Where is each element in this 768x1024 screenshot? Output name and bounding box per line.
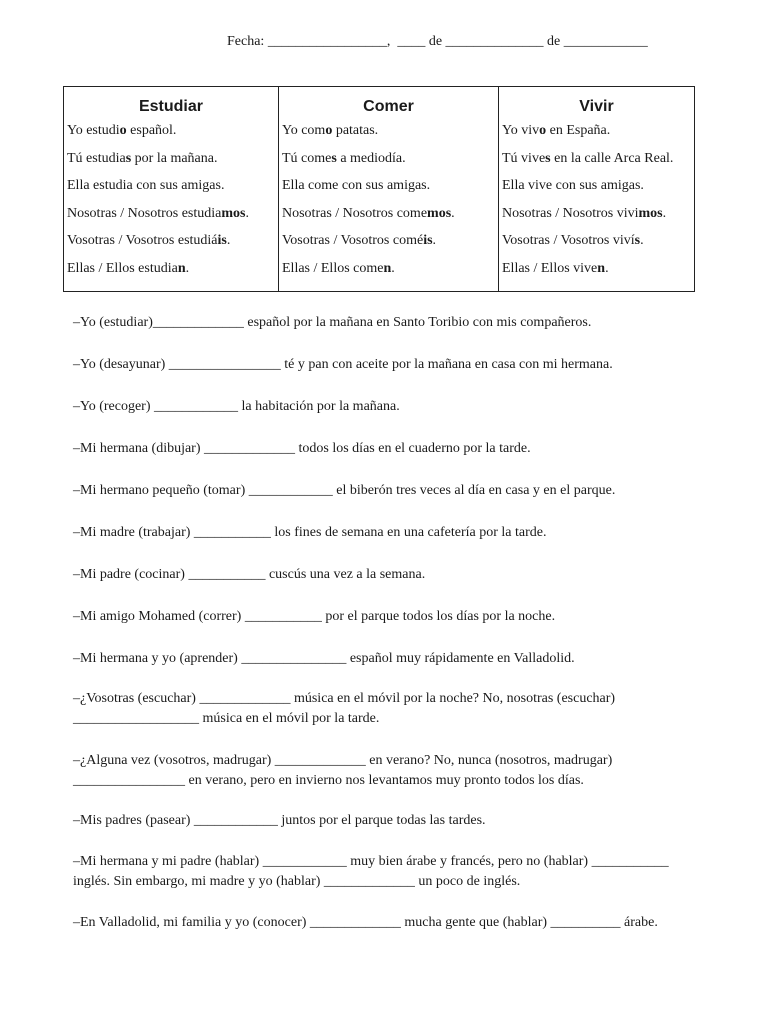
conjugation-rest: a mediodía. (336, 150, 406, 166)
conjugation-stem: Tú come (282, 150, 332, 166)
conjugation-stem: Nosotras / Nosotros vivi (502, 205, 639, 221)
exercise-item: –Mi hermana y mi padre (hablar) ____________ muy bien árabe y francés, pero no (hablar) ___________ inglés. Sin embargo, mi madre y yo (hablar) _____________ un poco de inglés. (73, 854, 669, 889)
conjugation-line (64, 259, 278, 287)
conjugation-line (499, 121, 694, 149)
conjugation-line (64, 149, 278, 177)
conjugation-stem: Ellas / Ellos vive (502, 260, 598, 276)
conjugation-stem: Ellas / Ellos estudia (67, 260, 178, 276)
conjugation-stem: Vosotras / Vosotros comé (282, 233, 424, 249)
exercise-item: –Mi hermano pequeño (tomar) ____________ el biberón tres veces al día en casa y en el parque. (73, 483, 616, 498)
conjugation-rest: en España. (546, 123, 611, 138)
exercise-item: –Mi hermana (dibujar) _____________ todos los días en el cuaderno por la tarde. (73, 441, 531, 456)
conjugation-line (279, 149, 498, 177)
conjugation-line (499, 204, 694, 232)
conjugation-line (499, 231, 694, 259)
conjugation-rest: español. (126, 123, 177, 138)
conjugation-line (279, 259, 498, 287)
conjugation-line (64, 121, 278, 149)
column-heading: Comer (363, 98, 414, 115)
exercise-item: –Mis padres (pasear) ____________ juntos por el parque todas las tardes. (73, 813, 486, 828)
exercise-item: –Yo (recoger) ____________ la habitación por la mañana. (73, 399, 400, 414)
conjugation-ending: s (331, 150, 337, 166)
conjugation-stem: Yo com (282, 123, 326, 138)
column-estudiar (64, 87, 279, 291)
date-line: Fecha: _________________, ____ de ______________ de ____________ (227, 34, 648, 49)
conjugation-line (279, 204, 498, 232)
conjugation-line (279, 231, 498, 259)
conjugation-rest: . (662, 205, 667, 221)
conjugation-stem: Ella estudia con sus amigas. (67, 178, 225, 194)
conjugation-rest: . (185, 260, 190, 276)
conjugation-ending: o (119, 123, 127, 138)
conjugation-stem: Nosotras / Nosotros estudia (67, 205, 222, 221)
conjugation-line (64, 231, 278, 259)
conjugation-rest: patatas. (332, 123, 379, 138)
conjugation-line (279, 176, 498, 204)
conjugation-ending: s (125, 150, 132, 166)
exercise-item: –Mi padre (cocinar) ___________ cuscús una vez a la semana. (73, 567, 426, 582)
conjugation-rest: . (226, 233, 231, 249)
conjugation-ending: mos (638, 205, 663, 221)
conjugation-ending: o (539, 123, 547, 138)
column-heading: Estudiar (138, 98, 203, 115)
conjugation-ending: is (217, 233, 227, 249)
conjugation-rest: . (245, 205, 250, 221)
conjugation-rest: . (451, 205, 455, 221)
conjugation-stem: Ella come con sus amigas. (282, 178, 431, 194)
conjugation-line (64, 176, 278, 204)
column-heading: Vivir (579, 98, 614, 115)
conjugation-stem: Tú vive (502, 150, 546, 166)
conjugation-ending: mos (427, 205, 452, 221)
column-comer (279, 87, 499, 291)
conjugation-ending: n (383, 260, 392, 276)
conjugation-rest: . (605, 260, 609, 276)
exercise-item: –Mi amigo Mohamed (correr) ___________ por el parque todos los días por la noche. (73, 609, 556, 624)
conjugation-rest: en la calle Arca Real. (550, 150, 674, 166)
exercise-item: –Mi hermana y yo (aprender) _______________ español muy rápidamente en Valladolid. (73, 651, 575, 666)
conjugation-stem: Vosotras / Vosotros estudiá (67, 233, 218, 249)
exercise-item: –Yo (estudiar)_____________ español por la mañana en Santo Toribio con mis compañeros. (73, 315, 592, 330)
conjugation-rest: por la mañana. (131, 150, 218, 166)
exercise-item: –Yo (desayunar) ________________ té y pan con aceite por la mañana en casa con mi hermana. (73, 357, 613, 372)
conjugation-rest: . (432, 233, 437, 249)
conjugation-ending: n (597, 260, 606, 276)
conjugation-line (499, 149, 694, 177)
conjugation-line (499, 259, 694, 287)
conjugation-stem: Ellas / Ellos come (282, 260, 384, 276)
conjugation-ending: mos (221, 205, 246, 221)
conjugation-line (279, 121, 498, 149)
column-vivir (499, 87, 694, 291)
conjugation-stem: Tú estudia (67, 150, 126, 166)
conjugation-stem: Ella vive con sus amigas. (502, 178, 644, 194)
conjugation-ending: s (634, 233, 641, 249)
conjugation-stem: Yo estudi (67, 123, 120, 138)
conjugation-rest: . (391, 260, 395, 276)
conjugation-stem: Yo viv (502, 123, 540, 138)
exercise-item: –¿Alguna vez (vosotros, madrugar) _____________ en verano? No, nunca (nosotros, madrugar) ________________ en verano, pero en invierno nos levantamos muy pronto todos los días. (73, 753, 613, 788)
conjugation-stem: Nosotras / Nosotros come (282, 205, 428, 221)
conjugation-ending: s (545, 150, 551, 166)
conjugation-rest: . (640, 233, 644, 249)
conjugation-line (499, 176, 694, 204)
conjugation-ending: o (325, 123, 333, 138)
exercise-item: –¿Vosotras (escuchar) _____________ música en el móvil por la noche? No, nosotras (escuchar) __________________ música en el móvil por la tarde. (73, 691, 616, 726)
conjugation-table (63, 86, 695, 292)
conjugation-line (64, 204, 278, 232)
conjugation-ending: n (177, 260, 186, 276)
conjugation-stem: Vosotras / Vosotros viví (502, 233, 635, 249)
exercise-item: –En Valladolid, mi familia y yo (conocer) _____________ mucha gente que (hablar) __________ árabe. (73, 915, 658, 930)
conjugation-ending: is (423, 233, 433, 249)
exercise-item: –Mi madre (trabajar) ___________ los fines de semana en una cafetería por la tarde. (73, 525, 547, 540)
